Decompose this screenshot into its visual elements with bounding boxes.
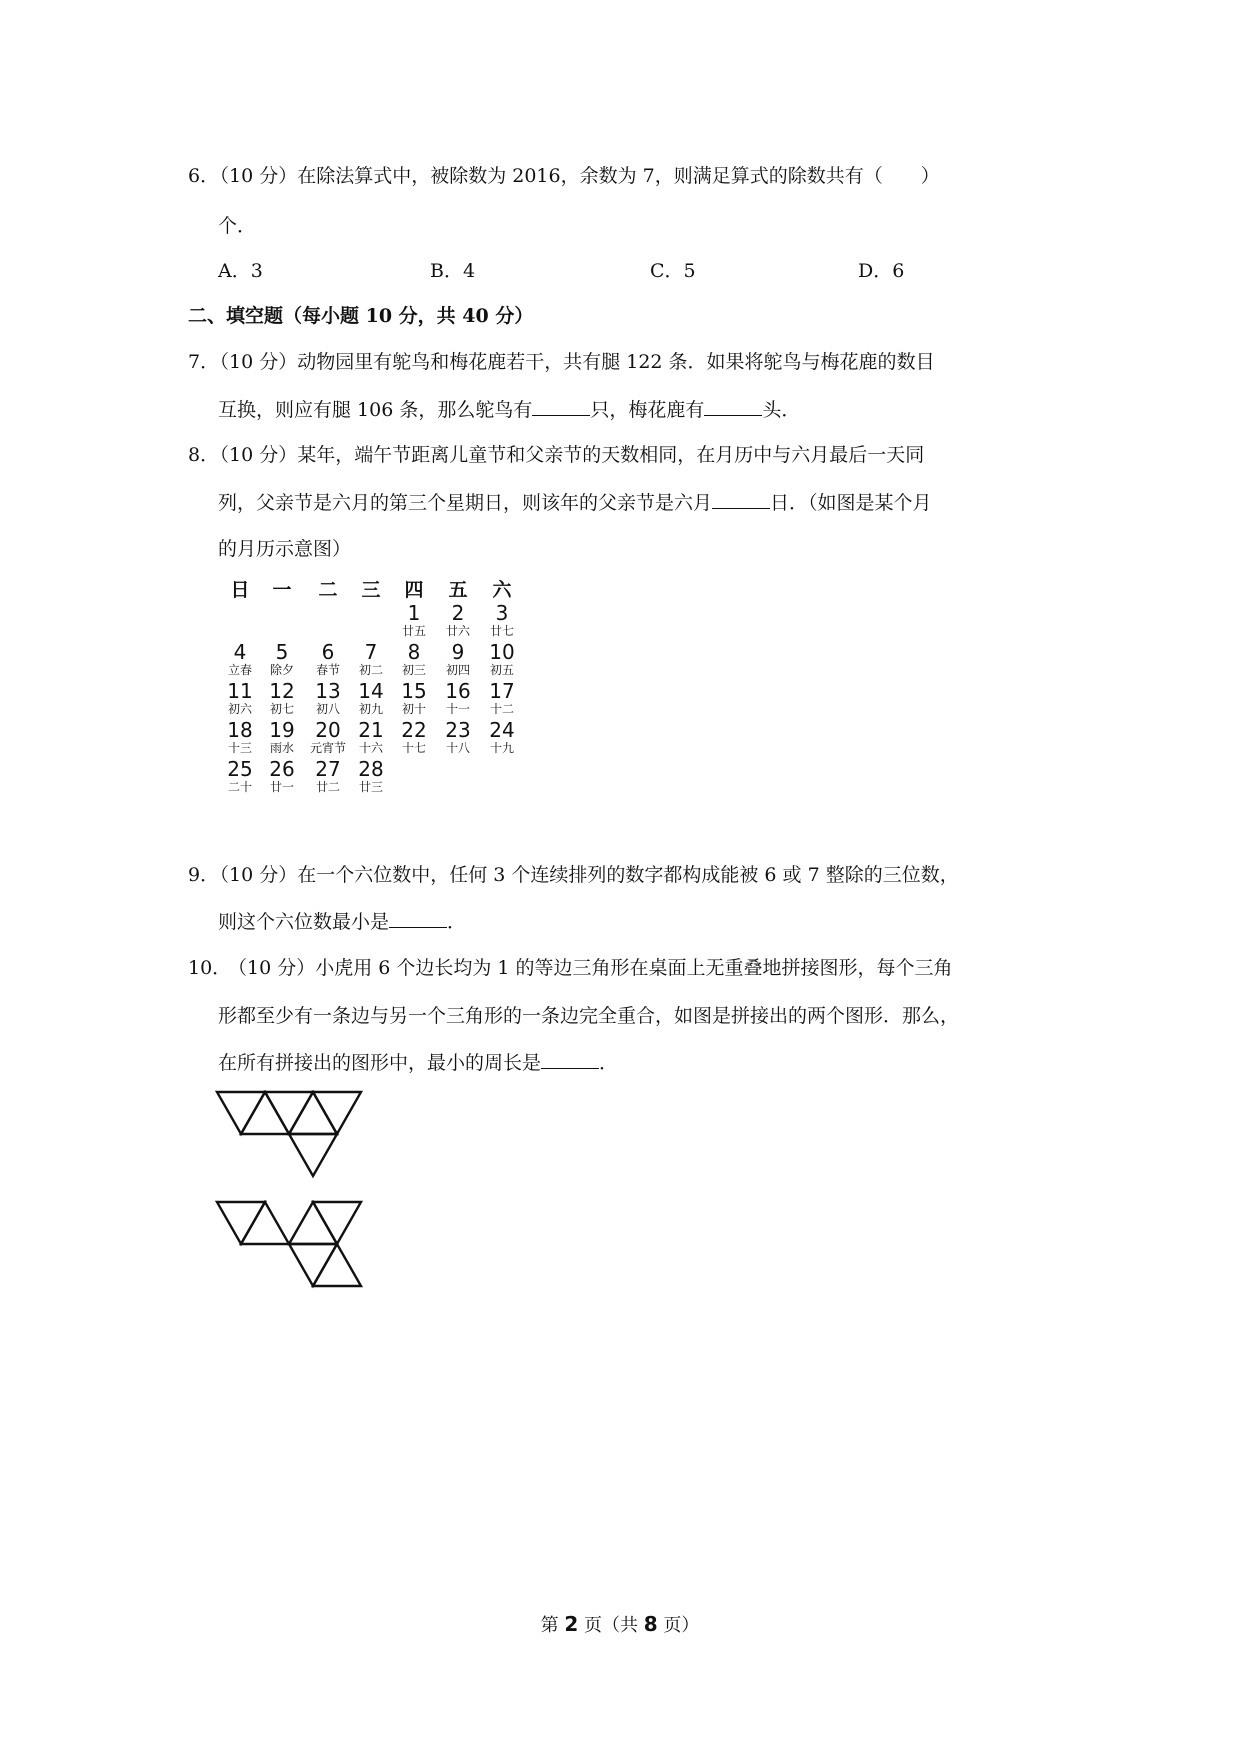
calendar-weekday: 五: [448, 579, 468, 601]
q10-blank: [541, 1050, 599, 1069]
calendar-weekday: 二: [318, 579, 338, 601]
calendar-lunar-label: 十一: [445, 702, 470, 716]
q8-text-line1: （10 分）某年，端午节距离儿童节和父亲节的天数相同，在月历中与六月最后一天同: [210, 444, 925, 466]
calendar-lunar-label: 春节: [315, 663, 340, 677]
calendar-lunar-label: 元宵节: [309, 741, 346, 755]
calendar: [222, 575, 522, 820]
q8-text-b: 日．（如图是某个月: [770, 492, 932, 514]
calendar-lunar-label: 廿五: [401, 624, 426, 638]
calendar-day-number: 20: [315, 718, 341, 742]
calendar-weekday: 日: [230, 579, 250, 601]
calendar-lunar-label: 十七: [401, 741, 426, 755]
calendar-lunar-label: 十八: [445, 741, 470, 755]
calendar-lunar-label: 初九: [358, 702, 383, 716]
q10-text-line2: 形都至少有一条边与另一个三角形的一条边完全重合，如图是拼接出的两个图形．那么，: [218, 1005, 960, 1027]
q9-text-b: ．: [447, 911, 467, 933]
calendar-weekday: 三: [361, 579, 381, 601]
q8-blank: [712, 490, 770, 509]
calendar-day-number: 27: [315, 757, 341, 781]
calendar-day-number: 13: [315, 679, 341, 703]
calendar-lunar-label: 除夕: [269, 663, 294, 677]
q6-option-d: D．6: [858, 260, 905, 282]
q10-text-b: ．: [599, 1052, 619, 1074]
calendar-day-number: 7: [364, 640, 378, 664]
calendar-lunar-label: 雨水: [269, 741, 294, 755]
page-footer: [0, 1611, 1240, 1637]
calendar-day-number: 19: [269, 718, 295, 742]
q8-number: 8．: [188, 444, 220, 466]
calendar-weekday: 六: [492, 579, 512, 601]
q7-text-b: 只，梅花鹿有: [590, 399, 705, 421]
q6-text-line1: （10 分）在除法算式中，被除数为 2016，余数为 7，则满足算式的除数共有（ ）: [210, 165, 940, 187]
calendar-lunar-label: 廿六: [445, 624, 470, 638]
calendar-day-number: 18: [227, 718, 253, 742]
q10-text-line1: （10 分）小虎用 6 个边长均为 1 的等边三角形在桌面上无重叠地拼接图形，每个三角: [228, 957, 953, 979]
calendar-day-number: 3: [495, 601, 509, 625]
q9-blank: [389, 909, 447, 928]
calendar-lunar-label: 初三: [401, 663, 426, 677]
calendar-lunar-label: 初四: [445, 663, 470, 677]
calendar-day-number: 9: [451, 640, 465, 664]
footer-text-a: 第: [540, 1615, 565, 1636]
calendar-lunar-label: 十三: [227, 741, 252, 755]
q9-text-line2: [218, 909, 466, 935]
triangle-figure-1: [215, 1090, 365, 1188]
calendar-lunar-label: 廿七: [489, 624, 514, 638]
calendar-lunar-label: 廿一: [269, 780, 294, 794]
q7-text-line2: [218, 397, 800, 423]
calendar-day-number: 10: [489, 640, 515, 664]
calendar-day-number: 16: [445, 679, 471, 703]
footer-text-c: 页）: [657, 1615, 700, 1636]
calendar-day-number: 28: [358, 757, 384, 781]
calendar-lunar-label: 初五: [489, 663, 514, 677]
q7-blank-deer: [704, 397, 762, 416]
calendar-lunar-label: 初七: [269, 702, 294, 716]
calendar-weekday: 四: [404, 579, 424, 601]
q7-text-line1: （10 分）动物园里有鸵鸟和梅花鹿若干，共有腿 122 条．如果将鸵鸟与梅花鹿的数目: [210, 351, 935, 373]
q6-text-line2: 个．: [218, 215, 257, 237]
q10-number: 10．: [188, 957, 232, 979]
calendar-day-number: 23: [445, 718, 471, 742]
calendar-day-number: 12: [269, 679, 295, 703]
footer-text-b: 页（共: [578, 1615, 644, 1636]
q10-text-line3: [218, 1050, 618, 1076]
calendar-day-number: 2: [451, 601, 465, 625]
calendar-day-number: 24: [489, 718, 515, 742]
calendar-day-number: 11: [227, 679, 253, 703]
calendar-day-number: 6: [321, 640, 335, 664]
calendar-lunar-label: 廿二: [315, 780, 340, 794]
calendar-day-number: 14: [358, 679, 384, 703]
calendar-weekday: 一: [272, 579, 292, 601]
section-title: 二、填空题（每小题 10 分，共 40 分）: [188, 305, 534, 327]
q9-text-a: 则这个六位数最小是: [218, 911, 390, 933]
footer-page-number: 2: [564, 1612, 579, 1636]
calendar-day-number: 8: [407, 640, 421, 664]
q8-text-line2: [218, 490, 932, 516]
calendar-day-number: 17: [489, 679, 515, 703]
footer-total-pages: 8: [643, 1612, 658, 1636]
calendar-lunar-label: 十二: [489, 702, 514, 716]
calendar-day-number: 15: [401, 679, 427, 703]
calendar-lunar-label: 二十: [227, 780, 252, 794]
calendar-lunar-label: 初六: [227, 702, 252, 716]
q7-blank-ostrich: [532, 397, 590, 416]
calendar-day-number: 22: [401, 718, 427, 742]
q6-option-b: B．4: [430, 260, 476, 282]
calendar-lunar-label: 初十: [401, 702, 426, 716]
calendar-lunar-label: 初八: [315, 702, 340, 716]
q9-number: 9．: [188, 864, 220, 886]
calendar-lunar-label: 初二: [358, 663, 383, 677]
calendar-day-number: 4: [233, 640, 247, 664]
calendar-day-number: 1: [407, 601, 421, 625]
calendar-lunar-label: 廿三: [358, 780, 383, 794]
q7-text-c: 头．: [762, 399, 801, 421]
q6-option-a: A．3: [218, 260, 263, 282]
calendar-lunar-label: 立春: [227, 663, 252, 677]
q6-option-c: C．5: [650, 260, 696, 282]
calendar-day-number: 5: [275, 640, 289, 664]
calendar-day-number: 21: [358, 718, 384, 742]
q8-text-line3: 的月历示意图）: [218, 538, 352, 560]
calendar-lunar-label: 十九: [489, 741, 514, 755]
q7-text-a: 互换，则应有腿 106 条，那么鸵鸟有: [218, 399, 533, 421]
calendar-day-number: 26: [269, 757, 295, 781]
q8-text-a: 列，父亲节是六月的第三个星期日，则该年的父亲节是六月: [218, 492, 713, 514]
q10-text-a: 在所有拼接出的图形中，最小的周长是: [218, 1052, 542, 1074]
calendar-day-number: 25: [227, 757, 253, 781]
q9-text-line1: （10 分）在一个六位数中，任何 3 个连续排列的数字都构成能被 6 或 7 整除的三位数，: [210, 864, 959, 886]
triangle-figure-2: [215, 1200, 365, 1298]
q6-number: 6．: [188, 165, 220, 187]
calendar-lunar-label: 十六: [358, 741, 383, 755]
q7-number: 7．: [188, 351, 220, 373]
